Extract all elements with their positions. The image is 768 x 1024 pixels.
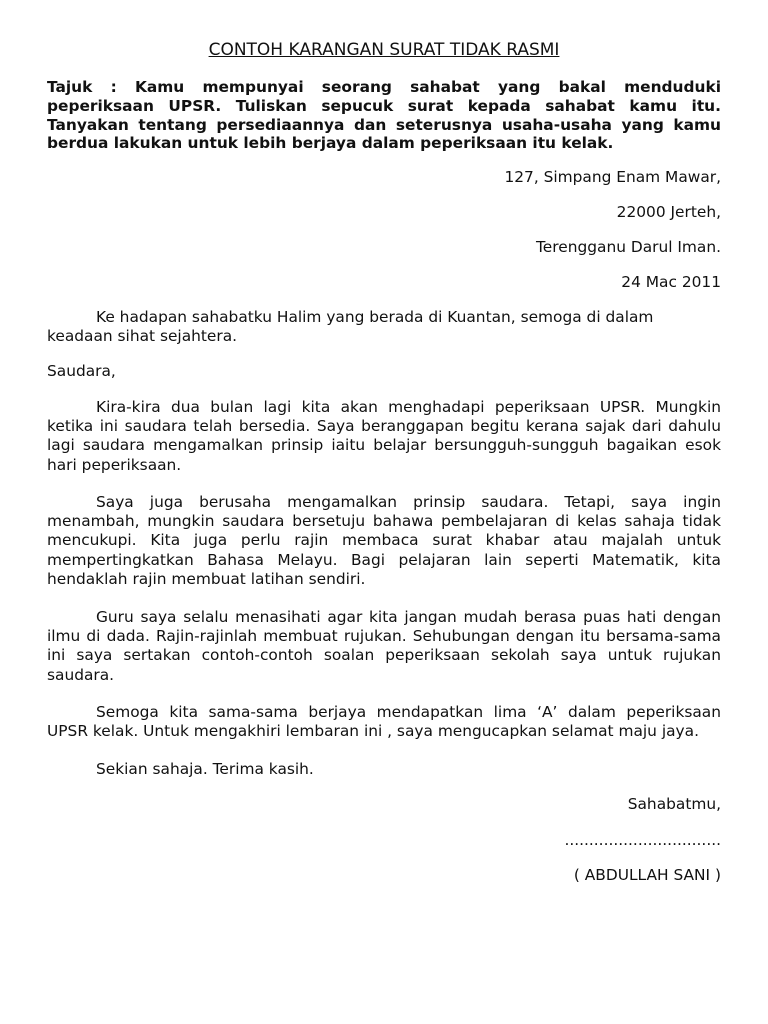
paragraph-line: Kira-kira dua bulan lagi kita akan menghadapi peperiksaan UPSR. Mungkin bbox=[96, 398, 721, 416]
paragraph-line: Guru saya selalu menasihati agar kita jangan mudah berasa puas hati dengan bbox=[96, 608, 721, 626]
document-title: CONTOH KARANGAN SURAT TIDAK RASMI bbox=[208, 40, 560, 60]
sender-address-line: Terengganu Darul Iman. bbox=[536, 238, 721, 256]
paragraph-line: UPSR kelak. Untuk mengakhiri lembaran ini , saya mengucapkan selamat maju jaya. bbox=[47, 722, 699, 741]
signature-line: ................................ bbox=[564, 831, 721, 849]
task-line: Tajuk : Kamu mempunyai seorang sahabat yang bakal menduduki bbox=[47, 78, 721, 96]
letter-date: 24 Mac 2011 bbox=[621, 273, 721, 291]
paragraph-line: mencukupi. Kita juga perlu rajin membaca surat khabar atau majalah untuk bbox=[47, 531, 721, 550]
signoff: Sahabatmu, bbox=[627, 795, 721, 813]
paragraph-line: Semoga kita sama-sama berjaya mendapatkan lima ‘A’ dalam peperiksaan bbox=[96, 703, 721, 721]
closing-line: Sekian sahaja. Terima kasih. bbox=[96, 760, 314, 778]
task-line: berdua lakukan untuk lebih berjaya dalam peperiksaan itu kelak. bbox=[47, 134, 614, 153]
paragraph-line: Saya juga berusaha mengamalkan prinsip saudara. Tetapi, saya ingin bbox=[96, 493, 721, 511]
paragraph-line: Ke hadapan sahabatku Halim yang berada di Kuantan, semoga di dalam bbox=[96, 308, 654, 326]
paragraph-line: menambah, mungkin saudara bersetuju bahawa pembelajaran di kelas sahaja tidak bbox=[47, 512, 721, 531]
sender-address-line: 22000 Jerteh, bbox=[616, 203, 721, 221]
task-line: Tanyakan tentang persediaannya dan seterusnya usaha-usaha yang kamu bbox=[47, 115, 721, 134]
sender-address-line: 127, Simpang Enam Mawar, bbox=[504, 168, 721, 186]
salutation: Saudara, bbox=[47, 362, 116, 380]
paragraph-line: ketika ini saudara telah bersedia. Saya beranggapan begitu kerana sajak dari dahulu bbox=[47, 417, 721, 436]
greeting-paragraph bbox=[47, 308, 721, 346]
paragraph-line: keadaan sihat sejahtera. bbox=[47, 327, 238, 346]
paragraph-line: saudara. bbox=[47, 665, 115, 684]
body-paragraph bbox=[47, 493, 721, 589]
task-instructions bbox=[47, 78, 721, 153]
body-paragraph bbox=[47, 608, 721, 685]
paragraph-line: hari peperiksaan. bbox=[47, 455, 182, 474]
paragraph-line: ini saya sertakan contoh-contoh soalan peperiksaan sekolah saya untuk rujukan bbox=[47, 646, 721, 665]
body-paragraph bbox=[47, 703, 721, 741]
task-line: peperiksaan UPSR. Tuliskan sepucuk surat kepada sahabat kamu itu. bbox=[47, 96, 721, 115]
paragraph-line: mempertingkatkan Bahasa Melayu. Bagi pelajaran lain seperti Matematik, kita bbox=[47, 550, 721, 569]
paragraph-line: lagi saudara mengamalkan prinsip iaitu belajar bersungguh-sungguh bagaikan esok bbox=[47, 436, 721, 455]
paragraph-line: hendaklah rajin membuat latihan sendiri. bbox=[47, 569, 366, 588]
paragraph-line: ilmu di dada. Rajin-rajinlah membuat rujukan. Sehubungan dengan itu bersama-sama bbox=[47, 627, 721, 646]
body-paragraph bbox=[47, 398, 721, 475]
signatory-name: ( ABDULLAH SANI ) bbox=[573, 866, 721, 884]
